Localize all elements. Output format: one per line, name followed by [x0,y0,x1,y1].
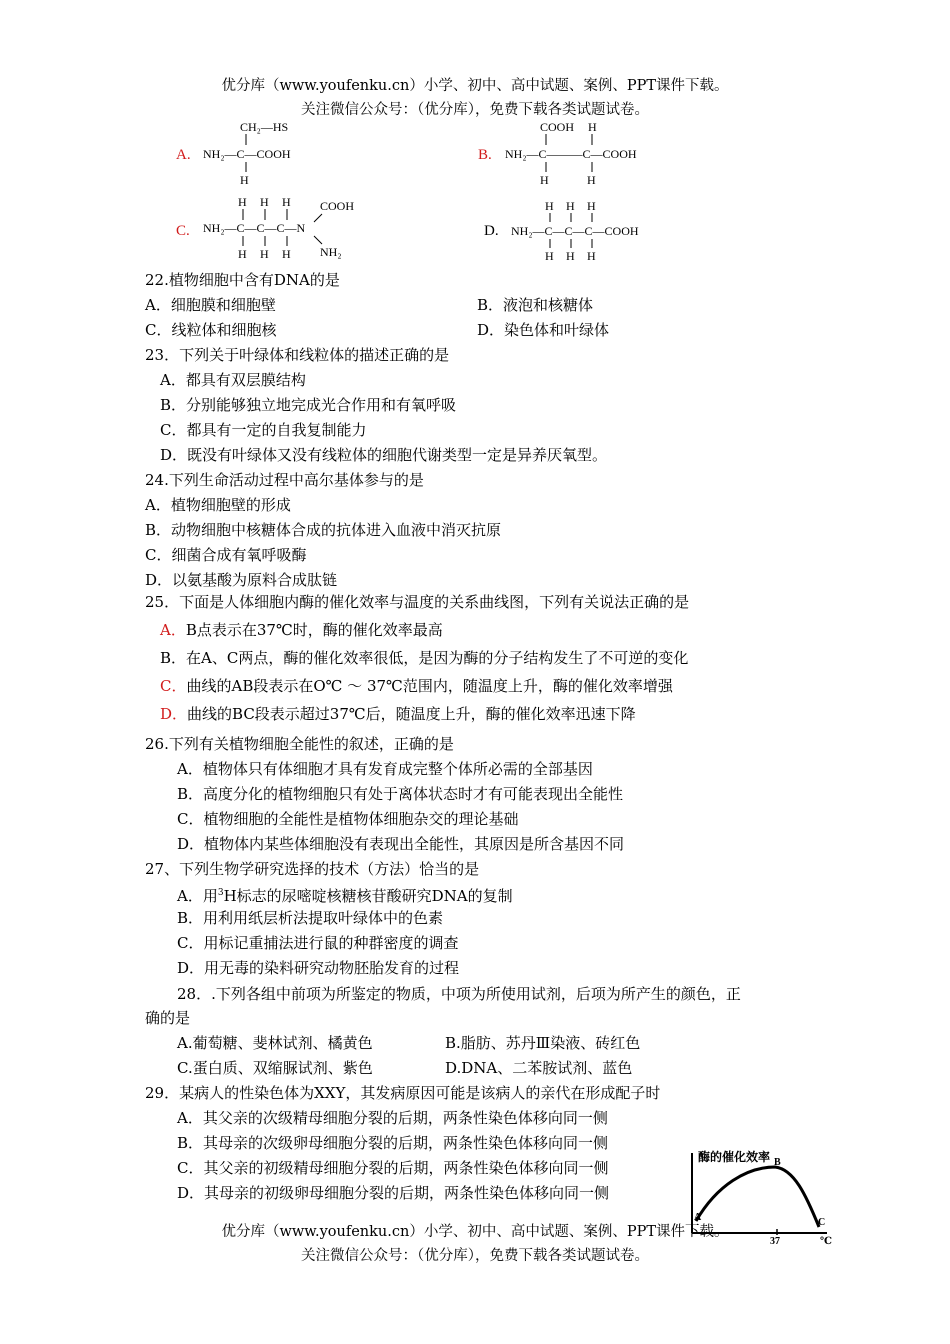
q25-option-d-text: 曲线的BC段表示超过37℃后，随温度上升，酶的催化效率迅速下降 [187,705,636,723]
structure-c-cooh: COOH [320,199,355,213]
structure-c-label: C. [176,223,190,239]
q22-option-d: D．染色体和叶绿体 [477,321,610,339]
q24-option-d: D．以氨基酸为原料合成肽链 [145,571,338,589]
q29-option-b: B．其母亲的次级卵母细胞分裂的后期，两条性染色体移向同一侧 [177,1134,609,1152]
q29-option-d: D．其母亲的初级卵母细胞分裂的后期，两条性染色体移向同一侧 [177,1184,610,1202]
q25-option-a-text: B点表示在37℃时，酶的催化效率最高 [185,621,443,639]
q29-stem: 29．某病人的性染色体为XXY，其发病原因可能是该病人的亲代在形成配子时 [145,1084,661,1102]
structure-d-h-b2: H [566,249,575,263]
structure-b-htop: H [588,120,597,134]
structure-formulas [0,118,950,268]
q23-option-b: B．分别能够独立地完成光合作用和有氧呼吸 [160,396,457,414]
q27-option-d: D．用无毒的染料研究动物胚胎发育的过程 [177,959,460,977]
q25-option-b: B．在A、C两点，酶的催化效率很低，是因为酶的分子结构发生了不可逆的变化 [160,649,689,667]
structure-a-main: NH₂—C—COOH [203,147,291,161]
q25-option-a-letter: A． [160,621,186,639]
q27-option-c: C．用标记重捕法进行鼠的种群密度的调查 [177,934,459,952]
graph-x-tick-37: 37 [770,1236,780,1245]
structure-a-h: H [240,173,249,187]
q26-option-d: D．植物体内某些体细胞没有表现出全能性，其原因是所含基因不同 [177,835,625,853]
q28-stem-line2: 确的是 [145,1009,191,1027]
q27-option-a-sup: 3 [217,888,224,898]
q28-option-d: D.DNA、二苯胺试剂、蓝色 [445,1059,633,1077]
q26-stem: 26.下列有关植物细胞全能性的叙述，正确的是 [145,735,454,753]
structure-c-main: NH₂—C—C—C—N [203,221,306,235]
structure-d-h-t3: H [587,199,596,213]
q27-stem: 27、下列生物学研究选择的技术（方法）恰当的是 [145,860,480,878]
structure-b-label: B. [478,147,492,163]
q24-option-a: A．植物细胞壁的形成 [145,496,291,514]
q25-option-c-text: 曲线的AB段表示在O℃ ～ 37℃范围内，随温度上升，酶的催化效率增强 [186,677,673,695]
graph-curve [696,1167,819,1227]
q22-stem: 22.植物细胞中含有DNA的是 [145,271,340,289]
q22-option-a: A．细胞膜和细胞壁 [145,296,276,314]
q23-stem: 23．下列关于叶绿体和线粒体的描述正确的是 [145,346,450,364]
structure-d-main: NH₂—C—C—C—COOH [511,224,639,238]
q26-option-a: A．植物体只有体细胞才具有发育成完整个体所必需的全部基因 [177,760,593,778]
q23-option-d: D．既没有叶绿体又没有线粒体的细胞代谢类型一定是异养厌氧型。 [160,446,608,464]
q24-option-b: B．动物细胞中核糖体合成的抗体进入血液中消灭抗原 [145,521,502,539]
q29-option-c: C．其父亲的初级精母细胞分裂的后期，两条性染色体移向同一侧 [177,1159,609,1177]
q25-option-d-letter: D． [160,705,188,723]
structure-a-label: A. [176,147,191,163]
q28-option-b: B.脂肪、苏丹Ⅲ染液、砖红色 [445,1034,641,1052]
q27-option-b: B．用利用纸层析法提取叶绿体中的色素 [177,909,444,927]
q29-option-a: A．其父亲的次级精母细胞分裂的后期，两条性染色体移向同一侧 [177,1109,608,1127]
structure-c-h-t1: H [238,195,247,209]
structure-d-h-t1: H [545,199,554,213]
structure-c-h-b1: H [238,247,247,261]
q22-option-b: B．液泡和核糖体 [477,296,594,314]
structure-b-h1: H [540,173,549,187]
q27-option-a-pre: A．用 [177,887,218,905]
q28-option-a: A.葡萄糖、斐林试剂、橘黄色 [177,1034,373,1052]
structure-d-h-t2: H [566,199,575,213]
structure-c-nh2: NH₂ [320,245,342,259]
structure-b-main: NH₂—C———C—COOH [505,147,637,161]
q27-option-a-post: H标志的尿嘧啶核糖核苷酸研究DNA的复制 [223,887,513,905]
structure-b-h2: H [587,173,596,187]
q25-option-c [160,677,673,695]
q25-option-a [160,621,443,639]
structure-c-h-b3: H [282,247,291,261]
structure-c-h-t2: H [260,195,269,209]
q25-option-d [160,705,636,723]
q28-stem-line1: 28．.下列各组中前项为所鉴定的物质，中项为所使用试剂，后项为所产生的颜色，正 [177,985,741,1003]
structure-a-side: CH₂—HS [240,120,289,134]
header-line-1: 优分库（www.youfenku.cn）小学、初中、高中试题、案例、PPT课件下载。 [221,78,729,94]
q23-option-a: A．都具有双层膜结构 [160,371,306,389]
structure-c-h-b2: H [260,247,269,261]
q22-option-c: C．线粒体和细胞核 [145,321,277,339]
structure-d-label: D. [484,223,499,239]
header-line-2: 关注微信公众号：（优分库），免费下载各类试题试卷。 [301,102,649,118]
q28-option-c: C.蛋白质、双缩脲试剂、紫色 [177,1059,373,1077]
q26-option-c: C．植物细胞的全能性是植物体细胞杂交的理论基础 [177,810,519,828]
q25-option-c-letter: C． [160,677,187,695]
graph-x-unit: ℃ [820,1236,832,1245]
structure-d-h-b1: H [545,249,554,263]
structure-d-h-b3: H [587,249,596,263]
graph-point-b: B [774,1157,781,1168]
q23-option-c: C．都具有一定的自我复制能力 [160,421,367,439]
q26-option-b: B．高度分化的植物细胞只有处于离体状态时才有可能表现出全能性 [177,785,624,803]
q27-option-a [177,884,513,905]
structure-b-cooh: COOH [540,120,575,134]
q25-stem: 25．下面是人体细胞内酶的催化效率与温度的关系曲线图，下列有关说法正确的是 [145,593,690,611]
footer-line-1: 优分库（www.youfenku.cn）小学、初中、高中试题、案例、PPT课件下载。 [221,1224,729,1240]
structure-c-h-t3: H [282,195,291,209]
graph-title: 酶的催化效率 [698,1150,771,1164]
graph-point-a: A [694,1212,702,1223]
graph-point-c: C [818,1217,826,1228]
q24-option-c: C．细菌合成有氧呼吸酶 [145,546,307,564]
footer-line-2: 关注微信公众号：（优分库），免费下载各类试题试卷。 [301,1248,649,1264]
q24-stem: 24.下列生命活动过程中高尔基体参与的是 [145,471,424,489]
